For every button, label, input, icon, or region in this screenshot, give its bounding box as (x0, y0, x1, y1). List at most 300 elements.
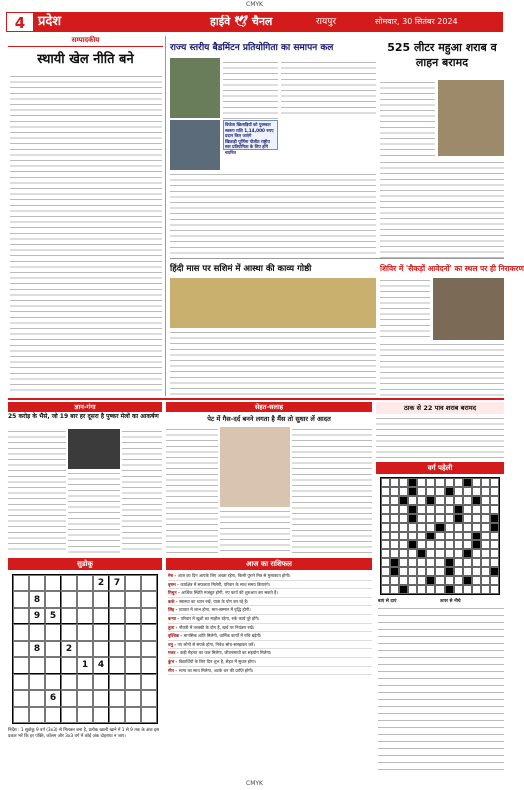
crossword-cell (417, 505, 426, 514)
mid-divider (8, 398, 504, 400)
rashifal-text: नए लोगों से संपर्क होगा, निवेश सोच-समझकर करें। (177, 641, 255, 647)
rashifal-item (168, 667, 372, 676)
crossword-cell (408, 514, 417, 523)
crossword-cell (399, 505, 408, 514)
sudoku-cell (45, 624, 61, 640)
crossword-clues-across (378, 606, 440, 776)
health-body-3 (220, 509, 290, 554)
sudoku-cell: 1 (77, 657, 93, 673)
crossword-cell (399, 540, 408, 549)
crossword-cell (472, 558, 481, 567)
sudoku-cell (13, 641, 29, 657)
rashifal-text: परिवार में खुशी का माहौल रहेगा, रुके कार्य पूरे होंगे। (180, 615, 260, 621)
sudoku-cell: 8 (29, 591, 45, 607)
sudoku-cell (141, 608, 157, 624)
arrest-body (376, 416, 504, 460)
rashifal-item (168, 658, 372, 667)
crossword-cell (381, 532, 390, 541)
crossword-cell (490, 558, 499, 567)
crossword-cell (454, 540, 463, 549)
brand-logo: हाईवे 🕊 चैनल (210, 15, 273, 28)
sudoku-cell (13, 657, 29, 673)
crossword-cell (381, 549, 390, 558)
crossword-cell (399, 567, 408, 576)
crossword-cell (481, 585, 490, 594)
sudoku-cell (141, 690, 157, 706)
sudoku-cell (109, 591, 125, 607)
crossword-cell (463, 505, 472, 514)
crossword-cell (445, 496, 454, 505)
crossword-cell (381, 496, 390, 505)
crossword-cell (408, 585, 417, 594)
crossword-cell (399, 549, 408, 558)
crossword-clues-down (440, 606, 504, 776)
crossword-cell (490, 549, 499, 558)
crossword-cell (408, 523, 417, 532)
crossword-cell (426, 496, 435, 505)
crossword-cell (390, 549, 399, 558)
badminton-headline: राज्य स्तरीय बैडमिंटन प्रतियोगिता का समापन कल (170, 43, 334, 53)
crossword-cell (390, 558, 399, 567)
sudoku-cell (109, 690, 125, 706)
rashifal-item (168, 572, 372, 581)
sudoku-cell (77, 608, 93, 624)
sudoku-cell (45, 591, 61, 607)
crossword-cell (490, 540, 499, 549)
crossword-cell (417, 487, 426, 496)
crossword-cell (445, 514, 454, 523)
crossword-cell (454, 505, 463, 514)
rashifal-item (168, 581, 372, 590)
rashifal-text: व्यापार में लाभ होगा, मान-सम्मान में वृद्धि होगी। (178, 607, 251, 613)
crossword-cell (481, 567, 490, 576)
crossword-cell (426, 558, 435, 567)
crossword-cell (426, 532, 435, 541)
crossword-cell (399, 487, 408, 496)
edition-city: रायपुर (316, 17, 337, 27)
sudoku-cell (77, 591, 93, 607)
crossword-cell (463, 523, 472, 532)
crossword-cell (408, 496, 417, 505)
crossword-cell (481, 496, 490, 505)
highlight-1: विजेता खिलाड़ियों को पुरस्कार स्वरूप राशि 1,14,000 रुपए प्रदान किए जाएंगे (225, 122, 274, 138)
liquor-headline: 525 लीटर महुआ शराब व लाहन बरामद (387, 41, 497, 69)
rashifal-text: भाग्य का साथ मिलेगा, अटके धन की प्राप्ति होगी। (178, 667, 254, 673)
crossword-cell (381, 505, 390, 514)
sudoku-cell (141, 707, 157, 723)
crossword-cell (490, 496, 499, 505)
crossword-cell (454, 558, 463, 567)
sudoku-cell (93, 608, 109, 624)
crossword-cell (472, 532, 481, 541)
crossword-cell (435, 576, 444, 585)
sudoku-cell (109, 657, 125, 673)
sudoku-cell (109, 641, 125, 657)
sudoku-cell (13, 674, 29, 690)
sudoku-cell: 8 (29, 641, 45, 657)
crossword-cell (490, 478, 499, 487)
sudoku-cell (77, 674, 93, 690)
crossword-cell (426, 549, 435, 558)
rashifal-text: मानसिक शांति मिलेगी, धार्मिक कार्यों में रुचि बढ़ेगी। (183, 633, 262, 639)
crossword-cell (481, 487, 490, 496)
sudoku-cell (61, 608, 77, 624)
gyan-headline: 25 करोड़ के भैंसे, जो 19 बार हर दूसरा है पुष्कर मेलों का आकर्षण (8, 413, 159, 420)
sudoku-cell (45, 674, 61, 690)
editorial-tag: सम्पादकीय (8, 36, 163, 47)
gyan-body-3 (68, 471, 120, 554)
rashifal-item (168, 624, 372, 633)
crossword-cell (445, 576, 454, 585)
crossword-cell (454, 523, 463, 532)
crossword-cell (481, 505, 490, 514)
buffalo-photo (68, 429, 120, 469)
cmyk-footer-mark: CMYK (246, 780, 263, 787)
rashifal-sign: कन्या - (168, 615, 181, 621)
crossword-cell (399, 585, 408, 594)
crossword-cell (390, 496, 399, 505)
crossword-cell (381, 576, 390, 585)
sudoku-cell (13, 591, 29, 607)
crossword-cell (463, 549, 472, 558)
crossword-cell (463, 496, 472, 505)
page-number: 4 (6, 12, 34, 32)
sudoku-grid (12, 574, 158, 724)
sudoku-cell (13, 624, 29, 640)
highlight-2: खिलाड़ी पूर्णिमा पौलीत राष्ट्रीय स्तर प्रतियोगिता के लिए होंगे चयनित (225, 138, 270, 155)
sudoku-cell (93, 690, 109, 706)
rashifal-text: आर्थिक स्थिति मजबूत होगी, नए कार्य की शुरुआत कर सकते हैं। (181, 590, 278, 596)
badminton-photo-2 (170, 120, 220, 170)
crossword-cell (381, 514, 390, 523)
sudoku-cell: 4 (93, 657, 109, 673)
crossword-cell (463, 558, 472, 567)
sudoku-cell: 2 (61, 641, 77, 657)
crossword-cell (463, 585, 472, 594)
sudoku-cell (29, 707, 45, 723)
rashifal-sign: कुंभ - (168, 658, 179, 664)
crossword-cell (426, 487, 435, 496)
sudoku-cell: 9 (29, 608, 45, 624)
rashifal-sign: मीन - (168, 667, 179, 673)
hindi-month-photo (170, 278, 376, 328)
rashifal-sign: धनु - (168, 641, 178, 647)
crossword-cell (435, 540, 444, 549)
crossword-cell (435, 487, 444, 496)
crossword-cell (463, 576, 472, 585)
liquor-body (380, 80, 435, 160)
sudoku-cell (125, 707, 141, 723)
rashifal-sign: वृषभ - (168, 581, 181, 587)
crossword-cell (490, 585, 499, 594)
sudoku-cell (61, 690, 77, 706)
crossword-cell (381, 487, 390, 496)
sudoku-cell (29, 657, 45, 673)
crossword-cell (481, 523, 490, 532)
crossword-cell (390, 523, 399, 532)
crossword-cell (445, 478, 454, 487)
crossword-cell (399, 576, 408, 585)
sudoku-title: सुडोकू (8, 558, 162, 570)
crossword-cell (463, 567, 472, 576)
crossword-cell (435, 585, 444, 594)
crossword-cell (435, 549, 444, 558)
sudoku-cell (61, 707, 77, 723)
column-divider (165, 36, 166, 396)
crossword-cell (445, 558, 454, 567)
crossword-across-label: बाएं से दाएं (378, 599, 397, 604)
crossword-cell (435, 567, 444, 576)
crossword-cell (490, 523, 499, 532)
crossword-cell (408, 576, 417, 585)
sudoku-cell (13, 575, 29, 591)
crossword-cell (408, 487, 417, 496)
crossword-cell (408, 505, 417, 514)
arrest-headline: ठाक से 22 पाव शराब बरामद (376, 402, 504, 414)
crossword-cell (408, 549, 417, 558)
sudoku-cell (29, 690, 45, 706)
rashifal-text: विद्यार्थियों के लिए दिन शुभ है, सेहत में सुधार होगा। (178, 658, 257, 664)
crossword-cell (472, 487, 481, 496)
crossword-cell (445, 505, 454, 514)
editorial-body (10, 74, 162, 394)
crossword-cell (426, 585, 435, 594)
crossword-cell (426, 576, 435, 585)
sudoku-cell (29, 575, 45, 591)
crossword-cell (399, 523, 408, 532)
sudoku-cell (125, 690, 141, 706)
rashifal-sign: मकर - (168, 650, 181, 656)
crossword-title: वर्ग पहेली (376, 462, 504, 474)
sudoku-cell (77, 575, 93, 591)
crossword-cell (481, 514, 490, 523)
crossword-cell (399, 532, 408, 541)
crossword-cell (481, 549, 490, 558)
crossword-cell (445, 549, 454, 558)
sudoku-cell (109, 674, 125, 690)
crossword-cell (390, 505, 399, 514)
crossword-cell (399, 558, 408, 567)
crossword-down-label: ऊपर से नीचे (440, 599, 461, 604)
crossword-cell (490, 532, 499, 541)
sudoku-cell (61, 624, 77, 640)
crossword-cell (490, 567, 499, 576)
crossword-cell (445, 487, 454, 496)
cmyk-mark: CMYK (246, 1, 263, 8)
badminton-text-lower (170, 172, 376, 258)
rashifal-text: कार्यक्षेत्र में सफलता मिलेगी, परिवार के साथ समय बिताएंगे। (180, 581, 271, 587)
crossword-cell (417, 549, 426, 558)
crossword-cell (381, 523, 390, 532)
rashifal-text: नौकरी में तरक्की के योग हैं, खर्च पर नियंत्रण रखें। (178, 624, 255, 630)
rashifal-list (168, 572, 372, 780)
crossword-cell (399, 478, 408, 487)
crossword-cell (435, 505, 444, 514)
sudoku-cell (125, 608, 141, 624)
crossword-cell (472, 505, 481, 514)
crossword-cell (399, 514, 408, 523)
crossword-cell (490, 505, 499, 514)
sudoku-cell (29, 674, 45, 690)
camp-headline: शिविर में 'सैकड़ों आवेदनों' का स्थल पर ही निराकरण (380, 264, 524, 273)
sudoku-cell (13, 608, 29, 624)
crossword-cell (472, 496, 481, 505)
editorial-title: स्थायी खेल नीति बने (37, 52, 134, 67)
crossword-cell (426, 514, 435, 523)
crossword-cell (472, 549, 481, 558)
section-title: प्रदेश (38, 14, 62, 29)
crossword-cell (408, 567, 417, 576)
crossword-cell (381, 478, 390, 487)
sudoku-cell (109, 707, 125, 723)
sudoku-cell (29, 624, 45, 640)
gyan-tag: ज्ञान-गंगा (8, 402, 162, 412)
crossword-cell (435, 478, 444, 487)
rashifal-title: आज का राशिफल (166, 558, 372, 570)
health-body-2 (292, 427, 372, 554)
crossword-cell (454, 576, 463, 585)
crossword-cell (472, 567, 481, 576)
crossword-cell (390, 478, 399, 487)
crossword-cell (435, 514, 444, 523)
sudoku-cell (45, 707, 61, 723)
sudoku-cell (125, 591, 141, 607)
crossword-cell (463, 487, 472, 496)
crossword-cell (472, 478, 481, 487)
liquor-body-lower (380, 160, 504, 258)
sudoku-cell (125, 657, 141, 673)
sudoku-cell (125, 575, 141, 591)
rashifal-item (168, 641, 372, 650)
health-headline: पेट में गैस-दर्द बनने लगता है मैंस तो सुधार लें आदत (207, 415, 331, 423)
crossword-cell (426, 567, 435, 576)
crossword-cell (417, 585, 426, 594)
crossword-cell (381, 585, 390, 594)
sudoku-cell (109, 608, 125, 624)
rashifal-sign: मेष - (168, 573, 178, 578)
crossword-cell (481, 576, 490, 585)
sudoku-cell (77, 707, 93, 723)
sudoku-cell (141, 575, 157, 591)
sudoku-cell (45, 657, 61, 673)
sudoku-cell (125, 674, 141, 690)
sudoku-cell (61, 657, 77, 673)
crossword-cell (408, 540, 417, 549)
crossword-cell (399, 496, 408, 505)
crossword-cell (490, 514, 499, 523)
gyan-body (8, 429, 66, 554)
crossword-cell (454, 478, 463, 487)
crossword-cell (445, 532, 454, 541)
sudoku-cell: 2 (93, 575, 109, 591)
sudoku-cell (141, 624, 157, 640)
sudoku-cell: 7 (109, 575, 125, 591)
rashifal-sign: तुला - (168, 624, 179, 630)
camp-body (380, 278, 430, 340)
hindi-month-headline: हिंदी मास पर सशिमं में आस्था की काव्य गोष्ठी (170, 264, 312, 274)
crossword-cell (381, 540, 390, 549)
sudoku-cell (77, 690, 93, 706)
sudoku-cell (61, 575, 77, 591)
crossword-cell (463, 532, 472, 541)
crossword-cell (390, 532, 399, 541)
crossword-cell (490, 487, 499, 496)
sudoku-cell (77, 641, 93, 657)
crossword-cell (454, 514, 463, 523)
crossword-cell (490, 576, 499, 585)
crossword-cell (408, 558, 417, 567)
crossword-cell (390, 487, 399, 496)
crossword-cell (472, 523, 481, 532)
camp-photo (433, 278, 504, 340)
sudoku-cell (93, 674, 109, 690)
crossword-cell (417, 558, 426, 567)
sudoku-cell: 6 (45, 690, 61, 706)
crossword-cell (435, 532, 444, 541)
crossword-cell (417, 496, 426, 505)
rashifal-text: आज का दिन आपके लिए अच्छा रहेगा, किसी पुराने मित्र से मुलाकात होगी। (177, 573, 291, 578)
crossword-cell (417, 532, 426, 541)
crossword-cell (463, 540, 472, 549)
rashifal-item (168, 632, 372, 641)
section-divider (170, 258, 504, 259)
sudoku-cell (109, 624, 125, 640)
crossword-cell (417, 576, 426, 585)
health-tag: सेहत-सलाह (166, 402, 372, 412)
crossword-cell (445, 523, 454, 532)
sudoku-cell (93, 641, 109, 657)
crossword-cell (417, 540, 426, 549)
rashifal-text: स्वास्थ्य का ध्यान रखें, यात्रा के योग बन रहे हैं। (179, 598, 249, 604)
rashifal-sign: मिथुन - (168, 590, 182, 596)
sudoku-cell (45, 575, 61, 591)
crossword-cell (445, 585, 454, 594)
crossword-cell (417, 567, 426, 576)
sudoku-cell (141, 674, 157, 690)
sudoku-cell (141, 657, 157, 673)
crossword-cell (463, 478, 472, 487)
rashifal-text: कड़ी मेहनत का फल मिलेगा, जीवनसाथी का सहयोग मिलेगा। (180, 650, 272, 656)
edition-date: सोमवार, 30 सितंबर 2024 (375, 17, 458, 26)
rashifal-item (168, 606, 372, 615)
badminton-photo-1 (170, 58, 220, 118)
crossword-cell (454, 567, 463, 576)
crossword-cell (472, 540, 481, 549)
crossword-cell (454, 585, 463, 594)
rashifal-item (168, 598, 372, 607)
crossword-cell (481, 558, 490, 567)
sudoku-cell (93, 624, 109, 640)
hindi-month-body (170, 330, 376, 396)
sudoku-cell (61, 674, 77, 690)
crossword-cell (454, 549, 463, 558)
sudoku-cell (125, 624, 141, 640)
badminton-body (223, 60, 278, 120)
crossword-cell (481, 540, 490, 549)
crossword-grid (380, 477, 500, 595)
crossword-cell (390, 567, 399, 576)
sudoku-cell (13, 690, 29, 706)
sudoku-cell (13, 707, 29, 723)
crossword-cell (472, 585, 481, 594)
liquor-photo (438, 80, 504, 156)
crossword-cell (390, 514, 399, 523)
sudoku-cell (141, 641, 157, 657)
rashifal-sign: वृश्चिक - (168, 633, 184, 639)
crossword-cell (445, 567, 454, 576)
crossword-cell (426, 540, 435, 549)
crossword-cell (454, 496, 463, 505)
